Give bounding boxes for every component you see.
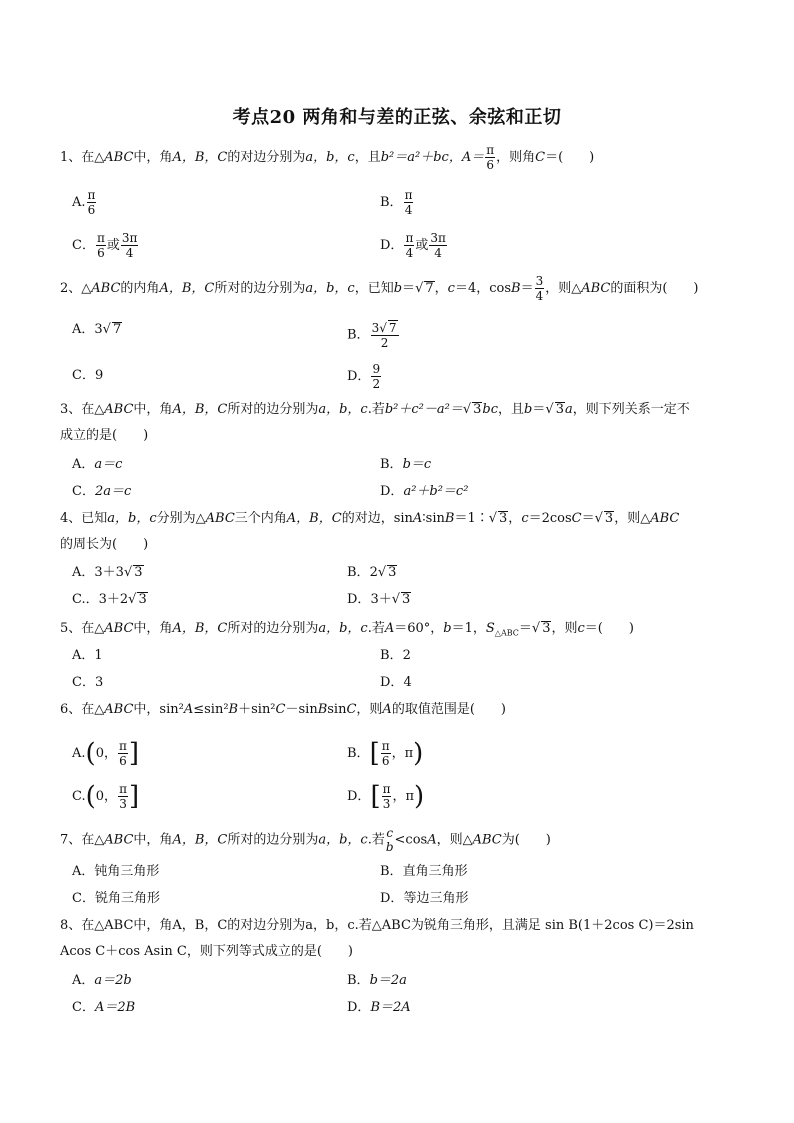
q4-text: 三个内角	[234, 511, 287, 526]
option-label: B．	[380, 195, 403, 210]
q3-text: ，且	[498, 402, 525, 417]
q4-option-a[interactable]	[72, 563, 144, 583]
denominator: 2	[372, 377, 381, 391]
q5-option-a[interactable]	[72, 646, 103, 666]
option-label: B．	[380, 864, 403, 879]
q2-option-b[interactable]	[347, 320, 400, 350]
option-fraction	[121, 231, 139, 260]
radical-sign: √	[379, 321, 387, 335]
denominator: 4	[434, 246, 442, 260]
radicand: 3	[555, 402, 564, 417]
option-value: 0，	[95, 789, 118, 804]
q8-option-a[interactable]	[72, 971, 132, 991]
question-6	[60, 697, 736, 723]
q3-text: ABC	[104, 402, 134, 417]
radical-sign: √	[128, 592, 137, 607]
q3-text: 3、在△	[60, 402, 105, 417]
option-value: a＝2b	[94, 973, 132, 988]
q4-text: c	[521, 511, 529, 526]
option-value: 直角三角形	[402, 864, 468, 879]
interval-bracket: ]	[128, 781, 140, 812]
q4-text: 分别为△	[156, 511, 206, 526]
q7-text: 中，角	[133, 832, 173, 848]
q4-text: ，则△	[614, 511, 651, 526]
q6-option-a[interactable]	[72, 739, 139, 768]
q2-text: 的面积为( )	[610, 281, 699, 296]
option-label: D．	[347, 369, 371, 384]
q3-text: ＝	[532, 402, 546, 417]
coefficient: 3	[94, 322, 103, 337]
numerator: π	[405, 231, 414, 245]
q4-text: A，B，C	[286, 511, 342, 526]
q1-text: 的对边分别为	[227, 150, 306, 165]
q4-option-d[interactable]	[347, 590, 411, 610]
q2-text: ＝	[520, 281, 534, 296]
q6-text: 的取值范围是( )	[391, 702, 506, 717]
radicand: 7	[112, 322, 122, 337]
q2-text: ＝4，cos	[454, 281, 511, 296]
q3-text: .若	[367, 402, 385, 417]
denominator: 2	[380, 336, 389, 350]
q4-text: ABC	[650, 511, 680, 526]
option-value: 2a＝c	[94, 484, 132, 499]
q4-text: ＝2cos	[528, 511, 572, 526]
option-label: D．	[347, 592, 371, 607]
radical-sign: √	[545, 402, 554, 417]
numerator: π	[404, 188, 413, 202]
option-fraction	[371, 320, 399, 350]
option-value: 3＋	[370, 592, 392, 607]
option-label: A．	[72, 565, 95, 580]
q4-text: A	[412, 511, 423, 526]
option-value: 0，	[95, 746, 117, 761]
numerator: 3π	[430, 231, 446, 245]
q5-text: a，b，c	[318, 621, 368, 636]
q1-text: a，b，c	[305, 150, 355, 165]
q7-text: a，b，c	[318, 832, 368, 848]
option-value: 钝角三角形	[94, 864, 160, 879]
option-label: D．	[380, 891, 404, 906]
radical-sign: √	[102, 322, 111, 337]
numerator: π	[87, 188, 96, 202]
q6-text: A	[183, 702, 194, 717]
q6-text: A	[382, 702, 392, 717]
denominator: 6	[381, 754, 390, 768]
q7-text: 为( )	[501, 832, 551, 848]
radicand: 3	[604, 511, 614, 526]
option-label: C．	[72, 1000, 95, 1015]
question-7	[60, 826, 736, 854]
q3-text: ，则下列关系一定不	[572, 402, 690, 417]
q8-text: Acos C＋cos Asin C，则下列等式成立的是( )	[60, 944, 353, 959]
q5-text: S	[485, 621, 495, 636]
option-value: A＝2B	[94, 1000, 136, 1015]
denominator: 3	[119, 797, 127, 811]
q5-text: ABC	[104, 621, 134, 636]
option-value: 9	[94, 368, 104, 383]
option-label: B．	[380, 648, 403, 663]
option-label: B．	[347, 746, 370, 761]
q7-option-b[interactable]	[380, 862, 468, 882]
radical-sign: √	[594, 511, 603, 526]
interval-bracket: )	[414, 781, 425, 812]
radical-sign: √	[123, 565, 133, 580]
numerator: π	[382, 782, 391, 796]
denominator: b	[385, 840, 394, 854]
q6-text: 中，sin²	[133, 702, 184, 717]
q7-text: .若	[367, 832, 385, 848]
q4-text: 的周长为( )	[60, 537, 149, 552]
radicand: 3	[134, 565, 143, 580]
question-2	[60, 274, 736, 303]
option-label: B．	[347, 327, 370, 343]
q6-text: ，则	[356, 702, 383, 717]
option-label: C．	[72, 484, 95, 499]
q2-text: c	[447, 281, 455, 296]
q8-text: 8、在△ABC中，角A，B，C的对边分别为a，b，c.若△ABC为锐角三角形，且满足 sin B(1＋2cos C)＝2sin	[60, 918, 694, 933]
option-value: 4	[403, 675, 412, 690]
q4-text: ABC	[205, 511, 235, 526]
denominator: 4	[405, 246, 414, 260]
radical-sign: √	[415, 281, 424, 296]
interval-bracket: (	[85, 738, 96, 769]
option-value: 等边三角形	[403, 891, 469, 906]
q3-text: 中，角	[133, 402, 173, 417]
option-value: 3＋3	[94, 565, 124, 580]
q2-text: 的内角	[120, 281, 160, 296]
or-text: 或	[106, 238, 120, 253]
option-fraction	[118, 782, 128, 811]
q3-text: a，b，c	[318, 402, 368, 417]
option-label: A．	[72, 973, 95, 988]
q3-option-d[interactable]	[380, 482, 468, 502]
q6-text: －sin	[285, 702, 318, 717]
q1-text: ＝( )	[545, 150, 595, 165]
option-fraction	[371, 362, 381, 391]
radicand: 3	[402, 592, 411, 607]
q4-text: a，b，c	[107, 511, 157, 526]
q4-text: C	[571, 511, 582, 526]
q1-text: 中，角	[133, 150, 173, 165]
q6-option-d[interactable]	[347, 782, 424, 811]
option-label: C.．	[72, 592, 99, 607]
option-value: 2	[402, 648, 411, 663]
radicand: 3	[388, 565, 397, 580]
q4-text: 4、已知	[60, 511, 108, 526]
q6-text: B	[228, 702, 239, 717]
q2-text: ，	[434, 281, 448, 296]
q3-option-a[interactable]	[72, 455, 122, 475]
numerator: π	[96, 231, 105, 245]
question-3	[60, 397, 736, 449]
radical-sign: √	[391, 592, 401, 607]
q7-text: A，B，C	[172, 832, 228, 848]
q2-text: ABC	[91, 281, 121, 296]
option-fraction	[382, 782, 392, 811]
denominator: 4	[404, 203, 413, 217]
q1-option-d[interactable]	[380, 231, 448, 260]
q5-text: c	[577, 621, 585, 636]
q2-option-d[interactable]	[347, 362, 382, 391]
q6-text: 6、在△	[60, 702, 105, 717]
numerator: π	[381, 739, 390, 753]
interval-bracket: [	[369, 738, 380, 769]
q5-text: b	[443, 621, 452, 636]
denominator: 4	[535, 289, 544, 303]
q4-text: ∶sin	[422, 511, 445, 526]
q5-text: 所对的边分别为	[227, 621, 319, 636]
interval-bracket: [	[370, 781, 381, 812]
q1-fraction	[485, 143, 495, 172]
option-value: ，π	[392, 789, 415, 804]
q2-text: 2、△	[60, 281, 92, 296]
coefficient: 3	[371, 321, 380, 335]
q2-fraction	[535, 274, 545, 303]
q4-option-b[interactable]	[347, 563, 397, 583]
q6-text: C	[346, 702, 357, 717]
option-label: A．	[72, 648, 95, 663]
denominator: 4	[125, 246, 134, 260]
option-label: C．	[72, 368, 95, 383]
q2-option-c[interactable]	[72, 366, 103, 386]
q2-text: ＝	[402, 281, 416, 296]
numerator: π	[118, 739, 127, 753]
option-fraction	[96, 231, 106, 260]
q7-text: ，则△	[436, 832, 473, 848]
q8-option-b[interactable]	[347, 971, 407, 991]
option-label: D．	[347, 1000, 371, 1015]
option-label: D．	[380, 484, 404, 499]
q7-fraction	[386, 826, 394, 854]
option-value: a²＋b²＝c²	[403, 484, 469, 499]
option-label: C．	[72, 238, 95, 253]
option-value: B＝2A	[370, 1000, 411, 1015]
q5-text: ＝( )	[584, 621, 634, 636]
radicand: 7	[388, 321, 397, 335]
q8-option-c[interactable]	[72, 998, 135, 1018]
option-label: A.	[72, 195, 86, 210]
q2-option-a[interactable]	[72, 320, 122, 340]
q3-text: a	[564, 402, 573, 417]
q6-text: ＋sin²	[238, 702, 276, 717]
q6-text: B	[317, 702, 328, 717]
question-8	[60, 913, 736, 965]
q2-text: ，则△	[545, 281, 582, 296]
q3-text: bc	[482, 402, 499, 417]
q6-option-c[interactable]	[72, 782, 139, 811]
option-label: D．	[380, 238, 404, 253]
radicand: 7	[425, 281, 434, 296]
q1-text: ，则角	[496, 150, 536, 165]
radicand: 3	[542, 621, 551, 636]
q6-option-b[interactable]	[347, 739, 423, 768]
interval-bracket: )	[413, 738, 424, 769]
option-fraction	[404, 188, 414, 217]
q7-text: 7、在△	[60, 832, 105, 848]
q1-text: ABC	[104, 150, 134, 165]
q7-text: ABC	[472, 832, 502, 848]
q6-text: sin	[327, 702, 347, 717]
denominator: 6	[97, 246, 105, 260]
option-label: A．	[72, 457, 95, 472]
denominator: 6	[87, 203, 96, 217]
question-4	[60, 506, 736, 558]
radicand: 3	[473, 402, 482, 417]
q3-option-c[interactable]	[72, 482, 131, 502]
q2-text: B	[511, 281, 521, 296]
option-label: A．	[72, 322, 95, 337]
q3-option-b[interactable]	[380, 455, 431, 475]
q1-option-b[interactable]	[380, 188, 414, 217]
option-label: D．	[380, 675, 404, 690]
q7-text: 所对的边分别为	[227, 832, 319, 848]
option-value: 3	[94, 675, 104, 690]
option-fraction	[381, 739, 391, 768]
q1-text: ，且	[354, 150, 381, 165]
numerator: 3π	[121, 231, 138, 245]
q3-text: 成立的是( )	[60, 428, 149, 443]
option-label: C．	[72, 891, 95, 906]
option-label: C．	[72, 675, 95, 690]
or-text: 或	[415, 238, 429, 253]
option-label: B．	[347, 973, 370, 988]
option-value: 锐角三角形	[94, 891, 160, 906]
q7-option-a[interactable]	[72, 862, 159, 882]
q2-text: ABC	[581, 281, 611, 296]
q5-text: ＝60°，	[394, 621, 444, 636]
numerator	[371, 320, 399, 336]
q7-text: A	[427, 832, 437, 848]
q8-option-d[interactable]	[347, 998, 411, 1018]
radical-sign: √	[377, 565, 387, 580]
option-value: 1	[94, 648, 103, 663]
option-value: b＝2a	[369, 973, 407, 988]
option-label: A.	[72, 746, 86, 761]
numerator: 3	[535, 274, 544, 288]
q1-text: C	[535, 150, 546, 165]
q5-text: ，则	[551, 621, 578, 636]
q2-text: 所对的边分别为	[214, 281, 306, 296]
q3-text: b²＋c²－a²＝	[384, 402, 463, 417]
numerator: π	[486, 143, 495, 157]
q3-text: b	[524, 402, 533, 417]
option-fraction	[429, 231, 447, 260]
q7-option-c[interactable]	[72, 889, 160, 909]
radical-sign: √	[531, 621, 541, 636]
q4-text: B	[444, 511, 455, 526]
denominator: 6	[486, 158, 494, 172]
option-value: 2	[369, 565, 378, 580]
q6-text: ABC	[104, 702, 134, 717]
interval-bracket: ]	[128, 738, 140, 769]
q5-text: ＝	[518, 621, 532, 636]
question-5	[60, 616, 736, 647]
q4-text: ，	[508, 511, 522, 526]
option-fraction	[118, 739, 128, 768]
option-value: a＝c	[94, 457, 123, 472]
q5-subscript: △ABC	[494, 628, 519, 638]
q5-text: ＝1，	[451, 621, 486, 636]
denominator: 3	[382, 797, 391, 811]
q5-option-d[interactable]	[380, 673, 412, 693]
radicand: 3	[499, 511, 508, 526]
denominator: 6	[119, 754, 127, 768]
q2-text: A，B，C	[159, 281, 215, 296]
option-label: A．	[72, 864, 95, 879]
interval-bracket: (	[85, 781, 96, 812]
q7-text: ABC	[104, 832, 134, 848]
q5-text: 中，角	[133, 621, 173, 636]
q5-text: 5、在△	[60, 621, 105, 636]
q5-text: A	[384, 621, 395, 636]
numerator: 9	[372, 362, 381, 376]
option-fraction	[404, 231, 414, 260]
q1-option-c[interactable]	[72, 231, 139, 260]
numerator: π	[119, 782, 127, 796]
question-1	[60, 143, 736, 172]
q7-text: <cos	[394, 832, 428, 848]
q1-text: 1、在△	[60, 150, 105, 165]
option-value: 3＋2	[98, 592, 129, 607]
numerator: c	[386, 826, 394, 840]
q7-option-d[interactable]	[380, 889, 468, 909]
q6-text: ≤sin²	[193, 702, 229, 717]
option-value: ，π	[391, 746, 414, 761]
q1-text: A，B，C	[172, 150, 228, 165]
option-fraction	[87, 188, 97, 217]
option-label: B．	[380, 457, 403, 472]
q4-text: 的对边，sin	[341, 511, 413, 526]
q5-option-b[interactable]	[380, 646, 411, 666]
q2-text: ，已知	[354, 281, 394, 296]
q1-text: b²＝a²＋bc，A＝	[380, 150, 485, 165]
q5-text: .若	[367, 621, 385, 636]
q3-text: A，B，C	[172, 402, 228, 417]
q4-text: ＝1∶	[454, 511, 489, 526]
q2-text: b	[393, 281, 403, 296]
q6-text: C	[275, 702, 286, 717]
q5-text: A，B，C	[172, 621, 228, 636]
q4-text: ＝	[581, 511, 595, 526]
q2-text: a，b，c	[305, 281, 355, 296]
option-label: C.	[72, 789, 86, 804]
radical-sign: √	[488, 511, 498, 526]
q1-option-a[interactable]	[72, 188, 97, 217]
radical-sign: √	[462, 402, 472, 417]
q5-option-c[interactable]	[72, 673, 103, 693]
q4-option-c[interactable]	[72, 590, 148, 610]
q3-text: 所对的边分别为	[227, 402, 319, 417]
option-value: b＝c	[402, 457, 432, 472]
page-title: 考点20 两角和与差的正弦、余弦和正切	[232, 107, 562, 128]
option-label: B．	[347, 565, 370, 580]
radicand: 3	[138, 592, 147, 607]
option-label: D．	[347, 789, 371, 804]
